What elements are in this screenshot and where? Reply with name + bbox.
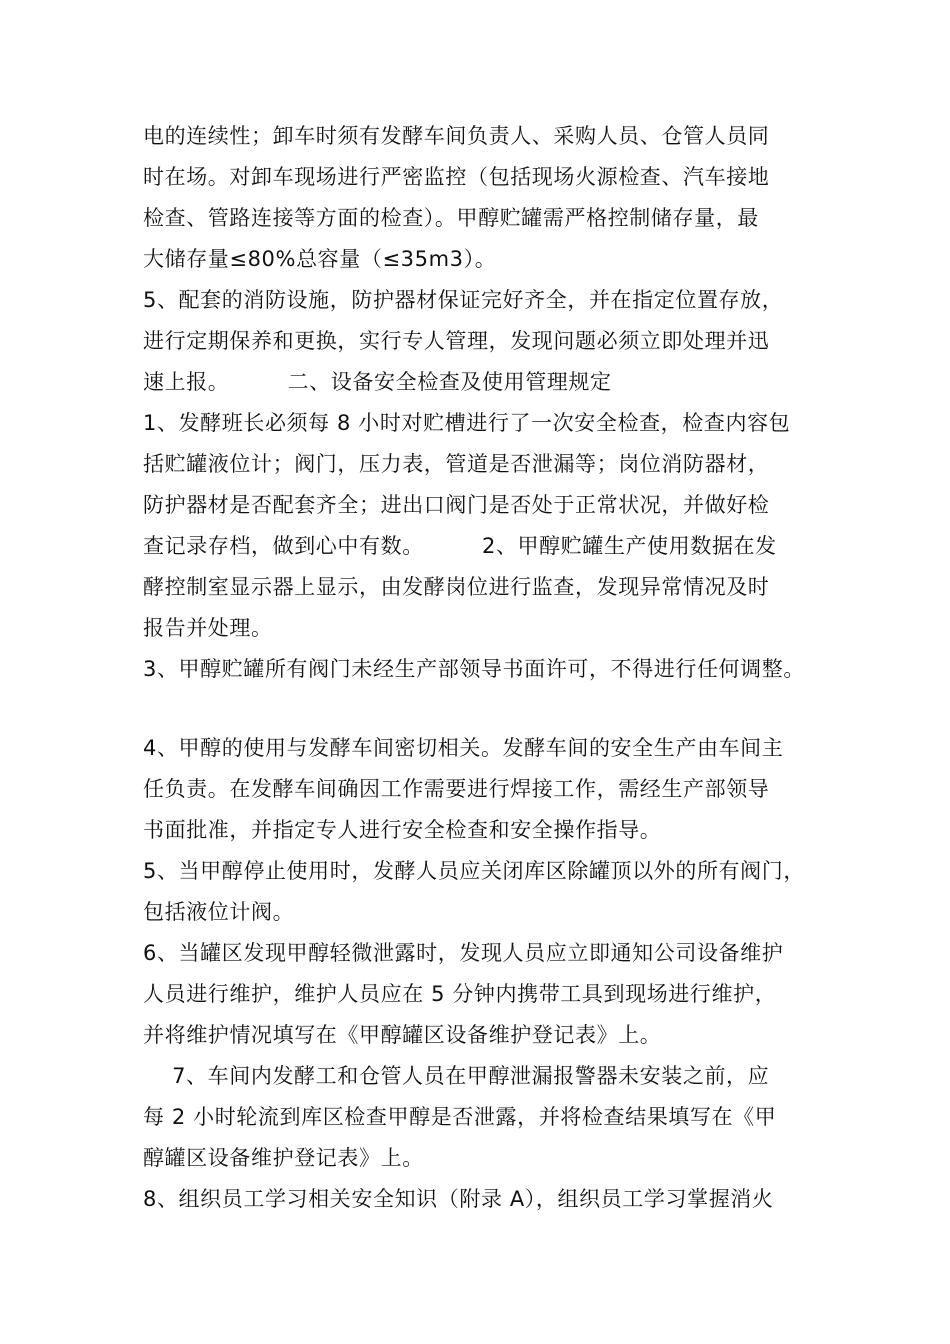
text-line: 酵控制室显示器上显示，由发酵岗位进行监查，发现异常情况及时: [143, 575, 770, 599]
text-line: 检查、管路连接等方面的检查）。甲醇贮罐需严格控制储存量，最: [143, 206, 759, 230]
text-line: 8、组织员工学习相关安全知识（附录 A），组织员工学习掌握消火: [143, 1187, 774, 1211]
text-line: 人员进行维护，维护人员应在 5 分钟内携带工具到现场进行维护，: [143, 982, 777, 1006]
text-line: 时在场。对卸车现场进行严密监控（包括现场火源检查、汽车接地: [143, 165, 770, 189]
text-line: 电的连续性；卸车时须有发酵车间负责人、采购人员、仓管人员同: [143, 124, 770, 148]
text-line: 6、当罐区发现甲醇轻微泄露时，发现人员应立即通知公司设备维护: [143, 941, 784, 965]
text-line: 查记录存档，做到心中有数。 2、甲醇贮罐生产使用数据在发: [143, 534, 777, 558]
text-line: 醇罐区设备维护登记表》上。: [143, 1146, 424, 1170]
text-line: 3、甲醇贮罐所有阀门未经生产部领导书面许可，不得进行任何调整。: [143, 657, 805, 681]
text-line: 包括液位计阀。: [143, 900, 295, 924]
text-line: 报告并处理。: [143, 616, 273, 640]
text-line: 并将维护情况填写在《甲醇罐区设备维护登记表》上。: [143, 1023, 662, 1047]
text-line: 每 2 小时轮流到库区检查甲醇是否泄露，并将检查结果填写在《甲: [143, 1105, 777, 1129]
text-line: 防护器材是否配套齐全；进出口阀门是否处于正常状况，并做好检: [143, 493, 770, 517]
text-line: 5、当甲醇停止使用时，发酵人员应关闭库区除罐顶以外的所有阀门，: [143, 859, 805, 883]
text-line: 5、配套的消防设施，防护器材保证完好齐全，并在指定位置存放，: [143, 288, 784, 312]
text-line: 7、车间内发酵工和仓管人员在甲醇泄漏报警器未安装之前，应: [143, 1064, 770, 1088]
text-line: 书面批准，并指定专人进行安全检查和安全操作指导。: [143, 818, 662, 842]
text-line: 1、发酵班长必须每 8 小时对贮槽进行了一次安全检查，检查内容包: [143, 411, 791, 435]
text-line: 4、甲醇的使用与发酵车间密切相关。发酵车间的安全生产由车间主: [143, 736, 784, 760]
text-line: 进行定期保养和更换，实行专人管理，发现问题必须立即处理并迅: [143, 329, 770, 353]
text-line: 速上报。 二、设备安全检查及使用管理规定: [143, 370, 612, 394]
text-line: 括贮罐液位计；阀门，压力表，管道是否泄漏等；岗位消防器材，: [143, 452, 770, 476]
text-line: 任负责。在发酵车间确因工作需要进行焊接工作，需经生产部领导: [143, 777, 770, 801]
text-line: 大储存量≤80%总容量（≤35m3）。: [143, 247, 497, 271]
